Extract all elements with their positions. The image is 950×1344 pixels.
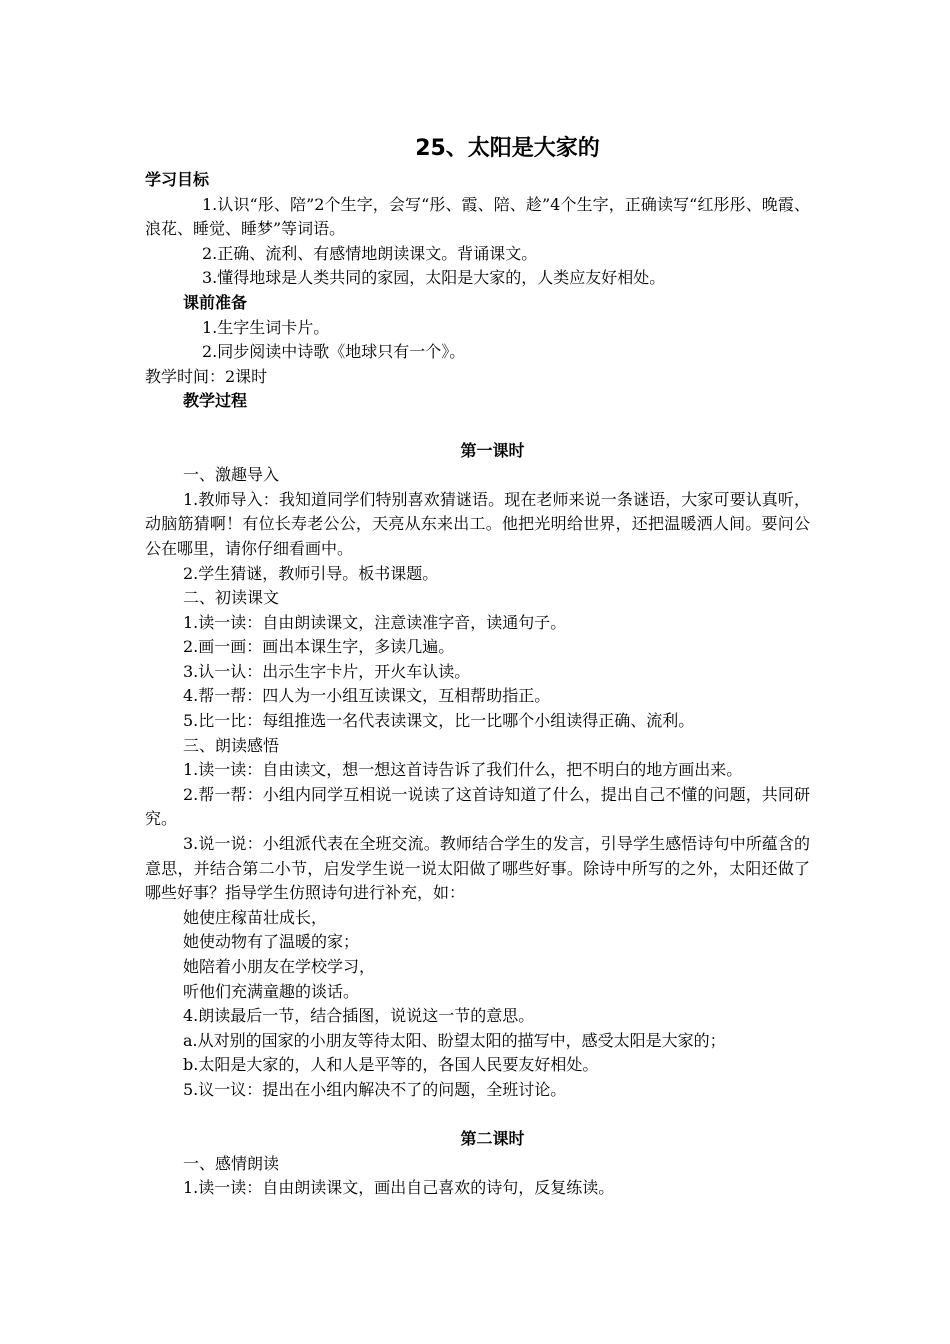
lesson1-section-title: 一、激趣导入	[183, 465, 280, 485]
lesson1-item: 2.帮一帮：小组内同学互相说一说读了这首诗知道了什么，提出自己不懂的问题，共同研究。	[145, 784, 810, 829]
lesson1-item: 3.认一认：出示生字卡片，开火车认读。	[183, 661, 471, 681]
poem-line: 她陪着小朋友在学校学习，	[183, 957, 376, 976]
prep-item: 1.生字生词卡片。	[202, 317, 330, 337]
objective-item: 3.懂得地球是人类共同的家园，太阳是大家的，人类应友好相处。	[202, 268, 666, 288]
document-page	[145, 130, 810, 1201]
lesson1-item: 1.读一读：自由读文，想一想这首诗告诉了我们什么，把不明白的地方画出来。	[183, 760, 743, 780]
lesson1-subitem: a.从对别的国家的小朋友等待太阳、盼望太阳的描写中，感受太阳是大家的；	[183, 1030, 726, 1050]
lesson1-item: 2.学生猜谜，教师引导。板书课题。	[183, 563, 439, 583]
objective-item: 2.正确、流利、有感情地朗读课文。背诵课文。	[202, 243, 538, 263]
document-title: 25、太阳是大家的	[415, 136, 600, 161]
lesson1-item: 2.画一画：画出本课生字，多读几遍。	[183, 637, 455, 657]
poem-line: 她使动物有了温暖的家；	[183, 932, 360, 952]
lesson1-section-title: 三、朗读感悟	[183, 735, 280, 755]
poem-line: 她使庄稼苗壮成长，	[183, 907, 328, 927]
lesson1-heading: 第一课时	[460, 440, 525, 460]
lesson1-item: 4.帮一帮：四人为一小组互读课文，互相帮助指正。	[183, 686, 551, 706]
spacer	[145, 414, 810, 439]
poem-line: 听他们充满童趣的谈话。	[183, 981, 360, 1001]
lesson1-section-title: 二、初读课文	[183, 588, 280, 608]
objective-item: 1.认识“彤、陪”2个生字，会写“彤、霞、陪、趁”4个生字，正确读写“红彤彤、晚霞、浪花、睡觉、睡梦”等词语。	[145, 194, 810, 239]
lesson1-item: 5.议一议：提出在小组内解决不了的问题，全班讨论。	[183, 1079, 567, 1099]
prep-item: 2.同步阅读中诗歌《地球只有一个》。	[202, 342, 466, 362]
teaching-time: 教学时间：2课时	[145, 366, 268, 386]
lesson2-heading: 第二课时	[460, 1129, 525, 1149]
objectives-heading: 学习目标	[145, 170, 210, 189]
lesson1-item: 3.说一说：小组派代表在全班交流。教师结合学生的发言，引导学生感悟诗句中所蕴含的意思，并结合第二小节，启发学生说一说太阳做了哪些好事。除诗中所写的之外，太阳还做了哪些好事？指导学生仿照诗句进行补充，如：	[145, 834, 810, 903]
spacer	[145, 1103, 810, 1128]
lesson1-item: 5.比一比：每组推选一名代表读课文，比一比哪个小组读得正确、流利。	[183, 711, 695, 731]
process-heading: 教学过程	[183, 391, 248, 411]
lesson2-section-title: 一、感情朗读	[183, 1153, 280, 1173]
lesson1-item: 4.朗读最后一节，结合插图，说说这一节的意思。	[183, 1006, 535, 1026]
lesson1-item: 1.教师导入：我知道同学们特别喜欢猜谜语。现在老师来说一条谜语，大家可要认真听，动脑筋猜啊！有位长寿老公公，天亮从东来出工。他把光明给世界，还把温暖洒人间。要问公公在哪里，请你仔细看画中。	[145, 489, 810, 558]
prep-heading: 课前准备	[183, 292, 248, 312]
lesson2-item: 1.读一读：自由朗读课文，画出自己喜欢的诗句，反复练读。	[183, 1178, 615, 1198]
lesson1-item: 1.读一读：自由朗读课文，注意读准字音，读通句子。	[183, 612, 567, 632]
lesson1-subitem: b.太阳是大家的，人和人是平等的，各国人民要友好相处。	[183, 1055, 599, 1075]
